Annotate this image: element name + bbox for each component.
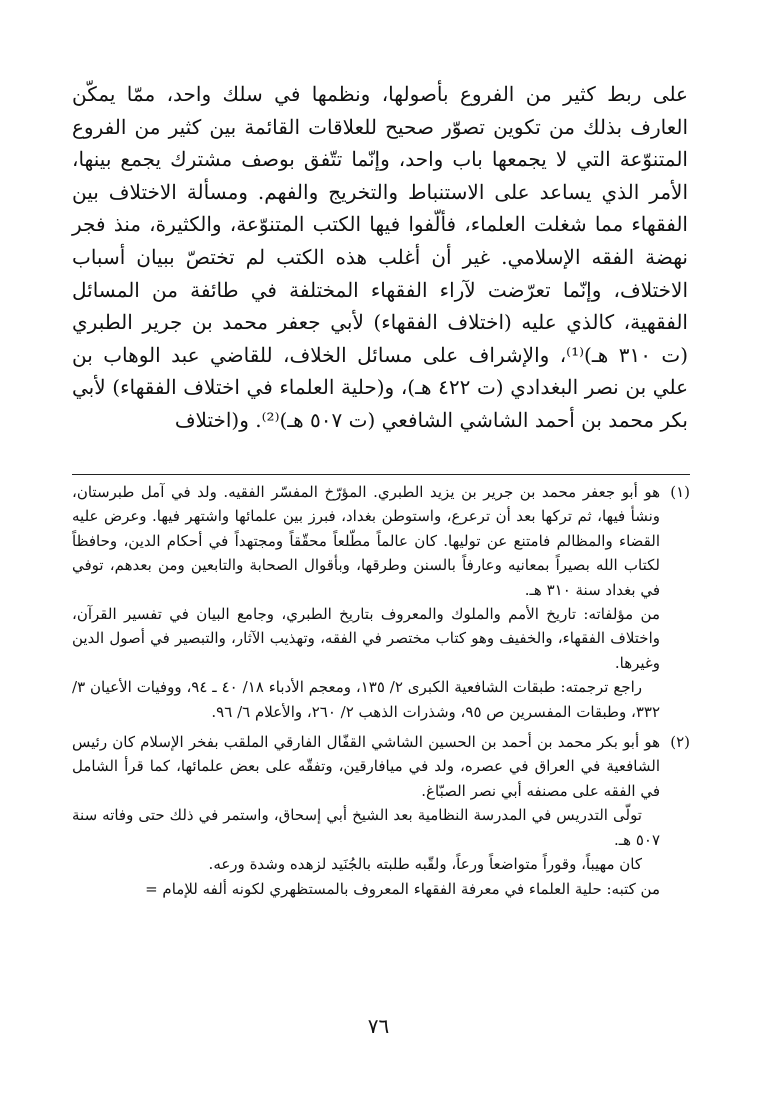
page-number: ٧٦ bbox=[367, 1014, 390, 1038]
footnote-2 bbox=[72, 730, 690, 803]
footnote-1-references: راجع ترجمته: طبقات الشافعية الكبرى ٢/ ١٣٥، ومعجم الأدباء ١٨/ ٤٠ ـ ٩٤، ووفيات الأعيان ٣/ ٣٣٢، وطبقات المفسرين ص ٩٥، وشذرات الذهب ٢/ ٢٦٠، والأعلام ٦/ ٩٦. bbox=[72, 678, 660, 721]
footnote-1 bbox=[72, 480, 690, 602]
footnote-separator bbox=[72, 474, 690, 475]
footnote-1-number: (١) bbox=[670, 483, 690, 501]
footnote-1-text: هو أبو جعفر محمد بن جرير بن يزيد الطبري. المؤرّخ المفسّر الفقيه. ولد في آمل طبرستان، ونشأ فيها، ثم تركها بعد أن ترعرع، واستوطن بغداد، فبرز بين علمائها واشتهر فيها. وعرض عليه القضاء والمظالم فامتنع عن توليها. كان عالماً مطّلعاً محقّقاً ومجتهداً في أحكام الدين، وحافظاً لكتاب الله بصيراً بمعانيه وعارفاً بالسنن وطرقها، وبأقوال الصحابة والتابعين ومن بعدهم، توفي في بغداد سنة ٣١٠ هـ. bbox=[72, 483, 660, 599]
main-text-block bbox=[72, 78, 688, 437]
footnotes-section bbox=[72, 480, 690, 901]
footnote-2-character: كان مهيباً، وقوراً متواضعاً ورعاً، ولقّبه طلبته بالجُنَيد لزهده وشدة ورعه. bbox=[208, 855, 642, 874]
footnote-2-number: (٢) bbox=[670, 733, 690, 752]
footnote-1-works: من مؤلفاته: تاريخ الأمم والملوك والمعروف بتاريخ الطبري، وجامع البيان في تفسير القرآن، واختلاف الفقهاء، والخفيف وهو كتاب مختصر في الفقه، وتهذيب الآثار، والتبصير في أصول الدين وغيرها. bbox=[72, 605, 660, 672]
main-paragraph: على ربط كثير من الفروع بأصولها، ونظمها في سلك واحد، ممّا يمكّن العارف بذلك من تكوين تصوّر صحيح للعلاقات القائمة بين كثير من الفروع المتنوّعة التي لا يجمعها باب واحد، وإنّما تتّفق بوصف مشترك يجمع بينها، الأمر الذي يساعد على الاستنباط والتخريج والفهم. ومسألة الاختلاف بين الفقهاء مما شغلت العلماء، فألّفوا فيها الكتب المتنوّعة، والكثيرة، منذ فجر نهضة الفقه الإسلامي. غير أن أغلب هذه الكتب لم تختصّ ببيان أسباب الاختلاف، وإنّما تعرّضت لآراء الفقهاء المختلفة في طائفة من المسائل الفقهية، كالذي عليه (اختلاف الفقهاء) لأبي جعفر محمد بن جرير الطبري (ت ٣١٠ هـ)⁽¹⁾، والإشراف على مسائل الخلاف، للقاضي عبد الوهاب بن علي بن نصر البغدادي (ت ٤٢٢ هـ)، و(حلية العلماء في اختلاف الفقهاء) لأبي بكر محمد بن أحمد الشاشي الشافعي (ت ٥٠٧ هـ)⁽²⁾. و(اختلاف bbox=[72, 82, 689, 432]
footnote-2-works: من كتبه: حلية العلماء في معرفة الفقهاء المعروف بالمستظهري لكونه ألفه للإمام = bbox=[145, 879, 660, 898]
footnote-2-text: هو أبو بكر محمد بن أحمد بن الحسين الشاشي القفّال الفارقي الملقب بفخر الإسلام كان رئيس الشافعية في العراق في عصره، ولد في ميافارقين، وتفقّه على بعض علمائها، كما قرأ الشامل في الفقه على مصنفه أبي نصر الصبّاغ. bbox=[72, 733, 660, 800]
footnote-2-teaching: تولّى التدريس في المدرسة النظامية بعد الشيخ أبي إسحاق، واستمر في ذلك حتى وفاته سنة ٥٠٧ هـ. bbox=[72, 806, 660, 849]
